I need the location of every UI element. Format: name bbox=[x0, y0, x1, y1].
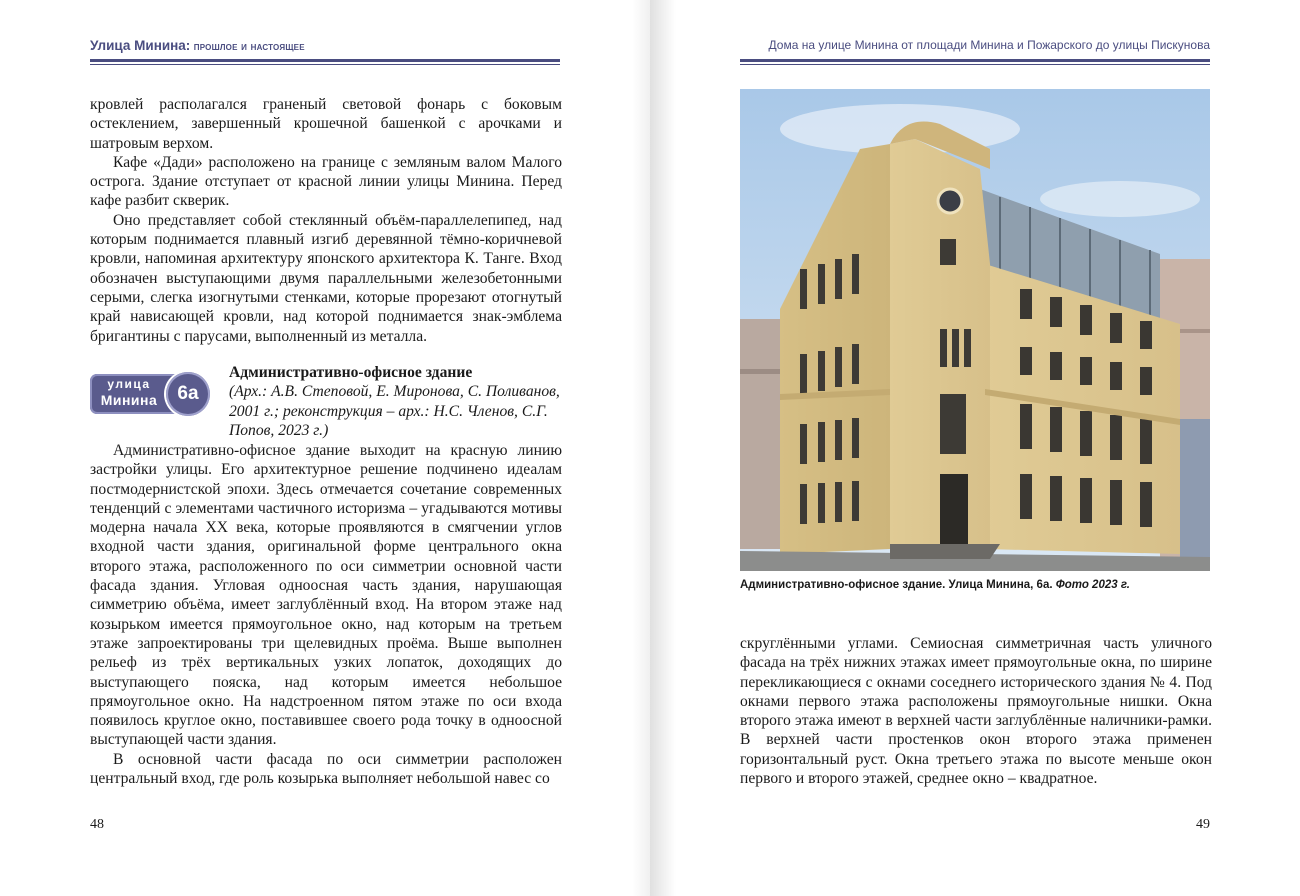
paragraph: В основной части фасада по оси симметрии расположен центральный вход, где роль козырька выполняет небольшой навес со bbox=[90, 750, 562, 788]
entry-title: Административно-офисное здание bbox=[229, 364, 473, 381]
paragraph: Кафе «Дади» расположено на границе с земляным валом Малого острога. Здание отступает от красной линии улицы Минина. Перед кафе разбит скверик. bbox=[90, 153, 562, 210]
badge-street-name: Минина bbox=[100, 392, 158, 408]
running-head-title: Улица Минина: bbox=[90, 38, 191, 53]
badge-street-word: улица bbox=[107, 377, 151, 391]
header-rule-thin bbox=[740, 64, 1210, 65]
entry-credits: (Арх.: А.В. Степовой, Е. Миронова, С. Поливанов, 2001 г.; реконструкция – арх.: Н.С. Членов, С.Г. Попов, 2023 г.) bbox=[229, 383, 560, 439]
caption-photo-credit: Фото 2023 г. bbox=[1055, 579, 1131, 591]
badge-house-number: 6а bbox=[177, 383, 199, 404]
header-rule-thin bbox=[90, 64, 560, 65]
entry-heading bbox=[229, 363, 569, 440]
right-gutter-shadow bbox=[650, 0, 676, 896]
left-gutter-shadow bbox=[632, 0, 650, 896]
paragraph: кровлей располагался граненый световой фонарь с боковым остеклением, завершенный крошечной башенкой с арочками и шатровым верхом. bbox=[90, 96, 562, 152]
right-page bbox=[650, 0, 1300, 896]
paragraph: Административно-офисное здание выходит на красную линию застройки улицы. Его архитектурное решение подчинено идеалам постмодернистской эпохи. Здесь отмечается сочетание современных тенденций с элементами частичного историзма – угадываются мотивы модерна начала XX века, которые проявляются в смягчении углов входной части здания, оригинальной форме центрального окна второго этажа, расположенного по оси симметрии основной части фасада здания. Угловая одноосная часть здания, нарушающая симметрию объёма, имеет заглублённый вход. На втором этаже над козырьком имеется прямоугольное окно, над которым на третьем этаже запроектированы три щелевидных проёма. Выше выполнен рельеф из трёх вертикальных узких лопаток, доходящих до выступающего пояска, над которым имеется небольшое прямоугольное окно. На надстроенном пятом этаже по оси входа появилось круглое окно, поставившее своего рода точку в одноосной выступающей части здания. bbox=[90, 442, 562, 749]
left-body-top bbox=[90, 95, 562, 346]
photo-caption bbox=[740, 579, 1220, 591]
paragraph: скруглёнными углами. Семиосная симметричная часть уличного фасада на трёх нижних этажах имеет прямоугольные окна, по ширине перекликающиеся с окнами соседнего исторического здания № 4. Под окнами первого этажа расположены прямоугольные нишки. Окна второго этажа имеют в верхней части заглублённые наличники-рамки. В верхней части простенков окон второго этажа применен горизонтальный руст. Окна третьего этажа по высоте меньше окон первого и второго этажей, среднее окно – квадратное. bbox=[740, 635, 1212, 788]
running-head-subtitle: прошлое и настоящее bbox=[193, 39, 305, 53]
building-photo bbox=[740, 89, 1210, 571]
right-running-head: Дома на улице Минина от площади Минина и Пожарского до улицы Пискунова bbox=[768, 38, 1210, 52]
right-body bbox=[740, 634, 1212, 788]
page-number-left: 48 bbox=[90, 817, 104, 832]
header-rule-thick bbox=[90, 59, 560, 62]
paragraph: Оно представляет собой стеклянный объём-параллелепипед, над которым поднимается плавный изгиб деревянной тёмно-коричневой кровли, напоминая архитектуру японского архитектора К. Танге. Вход обозначен выступающими двумя параллельными железобетонными серыми, слегка изогнутыми стенками, которые прорезают отогнутый край нависающей кровли, над которой поднимается знак-эмблема бригантины с парусами, выполненный из металла. bbox=[90, 211, 562, 345]
caption-text: Административно-офисное здание. Улица Минина, 6а. bbox=[740, 579, 1053, 591]
header-rule-thick bbox=[740, 59, 1210, 62]
street-sign-badge bbox=[90, 372, 212, 416]
left-body-bottom bbox=[90, 441, 562, 788]
page-number-right: 49 bbox=[1196, 817, 1210, 832]
building-illustration bbox=[740, 89, 1210, 571]
left-running-head bbox=[90, 38, 305, 53]
